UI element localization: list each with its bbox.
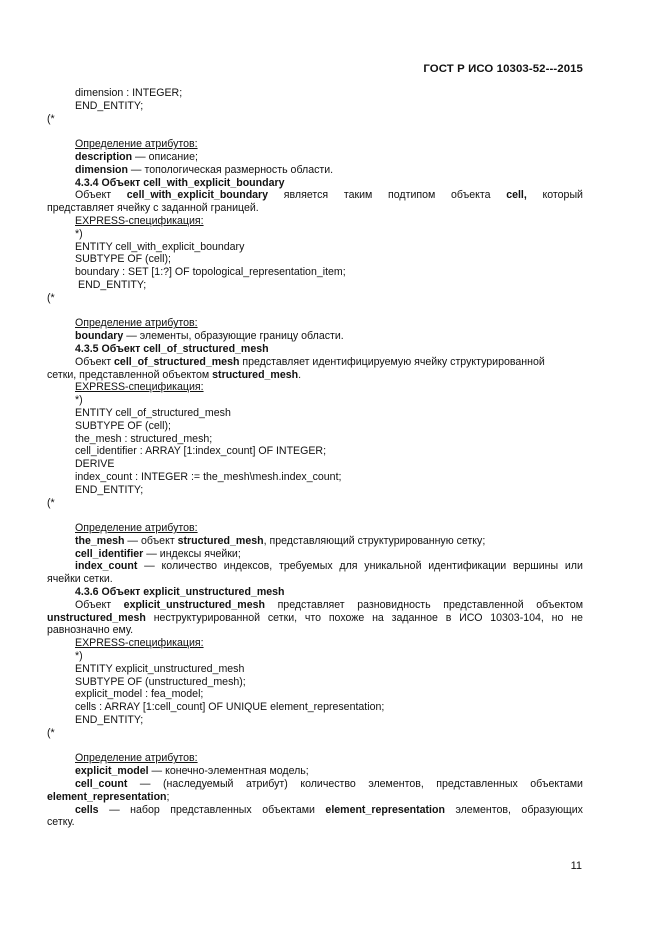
attr-name: dimension <box>75 163 128 176</box>
code-line: ENTITY explicit_unstructured_mesh <box>75 662 245 675</box>
entity-name: structured_mesh <box>212 368 299 381</box>
comment-close: *) <box>75 394 83 407</box>
entity-name: cell_of_structured_mesh <box>114 355 240 368</box>
paragraph-line <box>47 369 583 382</box>
word: — <box>109 803 120 816</box>
word: разновидность <box>357 598 431 611</box>
word: объектами <box>262 803 315 816</box>
entity-name: element_representation <box>47 790 167 803</box>
word: но <box>551 611 564 624</box>
word: неструктурированной <box>153 611 261 624</box>
attr-text: — топологическая размерность области. <box>127 163 334 176</box>
code-line: ENTITY cell_of_structured_mesh <box>75 406 231 419</box>
code-line: cells : ARRAY [1:cell_count] OF UNIQUE element_representation; <box>75 701 385 714</box>
attr-def-line <box>47 560 583 573</box>
attr-name: description <box>75 150 133 163</box>
attr-text: — элементы, образующие границу области. <box>123 330 344 343</box>
text: — объект <box>124 534 178 547</box>
attr-name: boundary <box>75 330 124 343</box>
paragraph-line <box>47 189 583 202</box>
code-line: ENTITY cell_with_explicit_boundary <box>75 240 245 253</box>
comment-open: (* <box>47 291 55 304</box>
paragraph-line <box>47 791 583 804</box>
word: вершины <box>512 560 559 573</box>
attr-text: — описание; <box>132 150 198 163</box>
word: элементов, <box>368 778 424 791</box>
word: ИСО <box>459 611 483 624</box>
word: для <box>339 560 358 573</box>
text: , представляющий структурированную сетку; <box>263 534 486 547</box>
word: на <box>372 611 384 624</box>
comment-close: *) <box>75 650 83 663</box>
word: идентификации <box>428 560 507 573</box>
code-line: boundary : SET [1:?] OF topological_representation_item; <box>75 266 346 279</box>
text: Объект <box>75 355 115 368</box>
entity-name: unstructured_mesh <box>47 611 146 624</box>
word: набор <box>130 803 160 816</box>
paragraph-line <box>47 356 583 369</box>
attr-def-heading: Определение атрибутов: <box>75 752 198 765</box>
attr-name: cell_count <box>75 778 128 791</box>
word: элементов, <box>455 803 511 816</box>
word: представленных <box>170 803 252 816</box>
code-line: explicit_model : fea_model; <box>75 688 204 701</box>
attr-def-line <box>47 778 583 791</box>
comment-open: (* <box>47 726 55 739</box>
word: похоже <box>328 611 365 624</box>
document-header-code: ГОСТ Р ИСО 10303-52---2015 <box>423 63 583 75</box>
attr-name: index_count <box>75 560 138 573</box>
text: . <box>298 368 302 381</box>
word: — <box>139 778 151 791</box>
document-body <box>47 87 583 829</box>
word: является <box>283 189 329 202</box>
code-line: SUBTYPE OF (cell); <box>75 419 171 432</box>
attr-def-line <box>47 548 583 561</box>
section-heading: 4.3.5 Объект cell_of_structured_mesh <box>75 342 269 355</box>
entity-name: cell, <box>506 189 527 202</box>
entity-name: cell_with_explicit_boundary <box>126 189 269 202</box>
word: сетки, <box>267 611 298 624</box>
attr-def-heading: Определение атрибутов: <box>75 138 198 151</box>
attr-def-heading: Определение атрибутов: <box>75 522 198 535</box>
word: который <box>542 189 583 202</box>
attr-text: — индексы ячейки; <box>143 547 241 560</box>
word: — <box>144 560 155 573</box>
word: атрибут) <box>245 778 288 791</box>
word: объектом <box>536 598 583 611</box>
attr-def-line <box>47 164 583 177</box>
paragraph-line: ячейки сетки. <box>47 573 113 586</box>
code-line: SUBTYPE OF (cell); <box>75 253 171 266</box>
word: или <box>564 560 583 573</box>
word: представляет <box>277 598 345 611</box>
code-line: END_ENTITY; <box>75 483 144 496</box>
express-heading: EXPRESS-спецификация: <box>75 637 204 650</box>
code-line: the_mesh : structured_mesh; <box>75 432 213 445</box>
word: заданное <box>391 611 438 624</box>
paragraph-line <box>47 599 583 612</box>
attr-name: cells <box>75 803 99 816</box>
attr-name: explicit_model <box>75 765 149 778</box>
comment-open: (* <box>47 496 55 509</box>
attr-def-line <box>47 330 583 343</box>
code-line: END_ENTITY; <box>75 99 144 112</box>
attr-def-line <box>47 535 583 548</box>
word: в <box>445 611 452 624</box>
code-line: END_ENTITY; <box>78 278 147 291</box>
word: подтипом <box>388 189 436 202</box>
attr-def-line <box>47 151 583 164</box>
page-number: 11 <box>570 860 582 872</box>
paragraph-line: сетку. <box>47 816 75 829</box>
paragraph-line <box>47 612 583 625</box>
code-line: index_count : INTEGER := the_mesh\mesh.index_count; <box>75 470 342 483</box>
paragraph-line: представляет ячейку с заданной границей. <box>47 202 259 215</box>
attr-def-line <box>47 804 583 817</box>
word: объекта <box>450 189 491 202</box>
section-heading: 4.3.4 Объект cell_with_explicit_boundary <box>75 176 285 189</box>
word: объектами <box>530 778 583 791</box>
comment-open: (* <box>47 112 55 125</box>
word: требуемых <box>279 560 333 573</box>
attr-name: cell_identifier <box>75 547 144 560</box>
code-line: SUBTYPE OF (unstructured_mesh); <box>75 675 246 688</box>
attr-text: — конечно-элементная модель; <box>148 765 309 778</box>
word: индексов, <box>223 560 273 573</box>
word: представленной <box>443 598 524 611</box>
paragraph-line: равнозначно ему. <box>47 624 134 637</box>
word: что <box>304 611 322 624</box>
word: таким <box>343 189 373 202</box>
word: количество <box>300 778 356 791</box>
word: 10303-104, <box>490 611 544 624</box>
express-heading: EXPRESS-спецификация: <box>75 214 204 227</box>
attr-def-line <box>47 765 583 778</box>
word: Объект <box>75 189 112 202</box>
attr-name: the_mesh <box>75 534 125 547</box>
express-heading: EXPRESS-спецификация: <box>75 381 204 394</box>
entity-name: explicit_unstructured_mesh <box>123 598 265 611</box>
word: (наследуемый <box>163 778 234 791</box>
code-line: cell_identifier : ARRAY [1:index_count] OF INTEGER; <box>75 445 327 458</box>
code-line: dimension : INTEGER; <box>75 87 183 99</box>
entity-name: element_representation <box>325 803 445 816</box>
section-heading: 4.3.6 Объект explicit_unstructured_mesh <box>75 586 285 599</box>
word: не <box>571 611 583 624</box>
text: сетки, представленной объектом <box>47 368 213 381</box>
comment-close: *) <box>75 227 83 240</box>
word: количество <box>161 560 218 573</box>
word: уникальной <box>364 560 422 573</box>
code-line: DERIVE <box>75 458 115 471</box>
entity-name: structured_mesh <box>177 534 264 547</box>
word: представленных <box>436 778 518 791</box>
word: Объект <box>75 598 112 611</box>
word: образующих <box>521 803 583 816</box>
attr-def-heading: Определение атрибутов: <box>75 317 198 330</box>
text: ; <box>166 790 170 803</box>
text: представляет идентифицируемую ячейку структурированной <box>239 355 545 368</box>
code-line: END_ENTITY; <box>75 714 144 727</box>
